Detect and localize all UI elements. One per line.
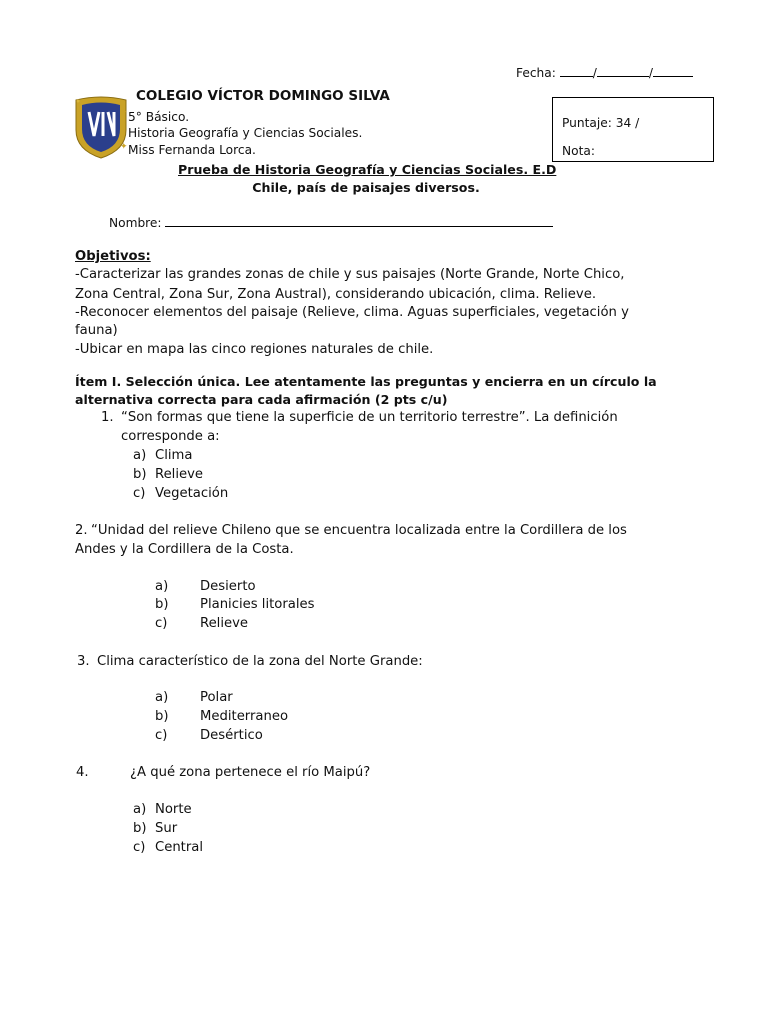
question-text: “Unidad del relieve Chileno que se encuentra localizada entre la Cordillera de los bbox=[91, 523, 627, 538]
question-number: 3. bbox=[77, 654, 90, 669]
date-day-blank bbox=[560, 64, 593, 77]
option-text: Norte bbox=[155, 802, 192, 817]
option-letter: c) bbox=[155, 728, 168, 743]
question-text: ¿A qué zona pertenece el río Maipú? bbox=[130, 765, 371, 780]
subject-line: Historia Geografía y Ciencias Sociales. bbox=[128, 126, 363, 140]
teacher-line: Miss Fernanda Lorca. bbox=[128, 143, 256, 157]
score-box bbox=[552, 97, 714, 162]
option-text: Desierto bbox=[200, 579, 256, 594]
star-icon: ✦ bbox=[120, 142, 128, 152]
option-letter: c) bbox=[155, 616, 168, 631]
option-letter: a) bbox=[133, 802, 147, 817]
date-year-blank bbox=[653, 64, 693, 77]
question-text: corresponde a: bbox=[121, 429, 220, 444]
option-text: Planicies litorales bbox=[200, 597, 315, 612]
option-letter: b) bbox=[155, 597, 169, 612]
item1-heading-cont: alternativa correcta para cada afirmación (2 pts c/u) bbox=[75, 392, 448, 407]
objective-line: fauna) bbox=[75, 323, 118, 338]
option-text: Relieve bbox=[155, 467, 204, 482]
option-text: Central bbox=[155, 840, 204, 855]
objective-line: -Reconocer elementos del paisaje (Relieve, clima. Aguas superficiales, vegetación y bbox=[75, 305, 629, 320]
option-letter: a) bbox=[133, 448, 147, 463]
option-letter: a) bbox=[155, 579, 169, 594]
option-text: Desértico bbox=[200, 728, 263, 743]
date-label: Fecha: bbox=[516, 66, 556, 80]
option-text: Mediterraneo bbox=[200, 709, 289, 724]
option-letter: b) bbox=[155, 709, 169, 724]
star-icon: ✦ bbox=[120, 108, 128, 118]
option-letter: b) bbox=[133, 821, 147, 836]
option-text: Vegetación bbox=[155, 486, 229, 501]
score-label: Puntaje: 34 / bbox=[562, 116, 640, 130]
objective-line: -Caracterizar las grandes zonas de chile y sus paisajes (Norte Grande, Norte Chico, bbox=[75, 267, 625, 282]
exam-title: Prueba de Historia Geografía y Ciencias Sociales. E.D bbox=[178, 162, 557, 177]
option-letter: c) bbox=[133, 486, 146, 501]
objectives-heading: Objetivos: bbox=[75, 249, 151, 264]
item1-heading: Ítem I. Selección única. Lee atentamente las preguntas y encierra en un círculo la bbox=[75, 374, 657, 389]
school-name: COLEGIO VÍCTOR DOMINGO SILVA bbox=[136, 88, 390, 104]
exam-subtitle: Chile, país de paisajes diversos. bbox=[252, 180, 480, 195]
option-text: Sur bbox=[155, 821, 178, 836]
grade-line: 5° Básico. bbox=[128, 110, 190, 124]
objective-line: Zona Central, Zona Sur, Zona Austral), considerando ubicación, clima. Relieve. bbox=[75, 287, 597, 302]
option-text: Clima bbox=[155, 448, 193, 463]
option-letter: a) bbox=[155, 690, 169, 705]
date-field: Fecha: / / bbox=[516, 64, 693, 80]
name-label: Nombre: bbox=[109, 216, 162, 230]
option-text: Polar bbox=[200, 690, 233, 705]
option-letter: c) bbox=[133, 840, 146, 855]
question-number: 2. bbox=[75, 523, 88, 538]
option-text: Relieve bbox=[200, 616, 249, 631]
date-month-blank bbox=[597, 64, 649, 77]
question-text: “Son formas que tiene la superficie de un territorio terrestre”. La definición bbox=[121, 410, 618, 425]
question-text: Andes y la Cordillera de la Costa. bbox=[75, 542, 294, 557]
question-number: 4. bbox=[76, 765, 89, 780]
question-text: Clima característico de la zona del Norte Grande: bbox=[97, 654, 423, 669]
objective-line: -Ubicar en mapa las cinco regiones naturales de chile. bbox=[75, 342, 434, 357]
option-letter: b) bbox=[133, 467, 147, 482]
question-number: 1. bbox=[101, 410, 114, 425]
name-blank bbox=[165, 214, 553, 227]
grade-label: Nota: bbox=[562, 144, 595, 158]
name-field bbox=[109, 214, 553, 230]
